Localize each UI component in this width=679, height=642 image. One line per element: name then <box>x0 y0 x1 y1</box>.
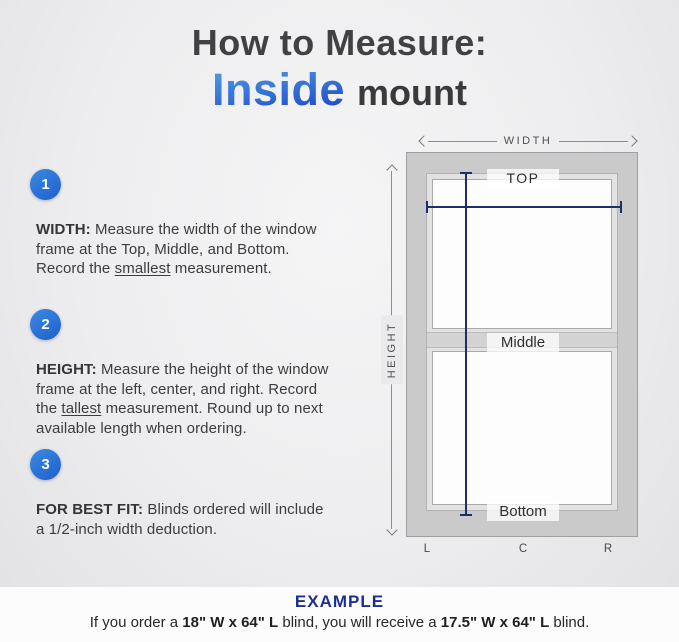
step-2-text <box>36 360 332 438</box>
step-3-number-badge: 3 <box>30 449 61 480</box>
width-arrow <box>420 134 636 148</box>
step-2-number-badge: 2 <box>30 309 61 340</box>
width-measure-line <box>426 206 622 208</box>
example-text <box>0 614 679 631</box>
step-1-text <box>36 220 332 279</box>
step-1-underlined-word: smallest <box>114 260 171 277</box>
step-3-body: Blinds ordered will include a 1/2-inch width deduction. <box>36 501 324 538</box>
marker-center: C <box>518 543 528 555</box>
height-arrow-label: HEIGHT <box>381 316 403 385</box>
example-after: blind. <box>549 614 590 631</box>
title-line1: How to Measure: <box>191 22 488 63</box>
step-3-label: FOR BEST FIT: <box>36 501 144 518</box>
arrow-up-icon <box>386 164 397 175</box>
example-middle: blind, you will receive a <box>278 614 441 631</box>
middle-label: Middle <box>487 333 559 352</box>
title-line2 <box>0 64 679 116</box>
example-section <box>0 587 679 642</box>
step-1-body: Measure the width of the window frame at the Top, Middle, and Bottom. Record the <box>36 221 317 277</box>
step-3-text <box>36 500 332 539</box>
height-measure-line <box>465 172 467 516</box>
title-highlight: Inside <box>211 63 346 115</box>
example-heading: EXAMPLE <box>294 592 385 611</box>
lower-sash-pane <box>432 351 612 505</box>
bottom-label: Bottom <box>487 502 559 521</box>
example-receive-size: 17.5" W x 64" L <box>440 614 550 631</box>
example-before: If you order a <box>89 614 183 631</box>
marker-right: R <box>603 543 613 555</box>
top-label: TOP <box>487 169 559 187</box>
step-2-label: HEIGHT: <box>36 361 97 378</box>
step-1-body-end: measurement. <box>170 260 272 277</box>
width-arrow-label: WIDTH <box>503 135 553 147</box>
step-2-body: Measure the height of the window frame at the left, center, and right. Record the <box>36 361 329 417</box>
arrow-left-icon <box>418 135 429 146</box>
step-1-label: WIDTH: <box>36 221 91 238</box>
example-order-size: 18" W x 64" L <box>182 614 279 631</box>
height-arrow <box>383 164 401 536</box>
arrow-line <box>559 141 628 142</box>
arrow-right-icon <box>626 135 637 146</box>
arrow-line <box>428 141 497 142</box>
step-2-body-end: measurement. Round up to next available length when ordering. <box>36 400 323 437</box>
page-title <box>0 24 679 116</box>
step-1-number-badge: 1 <box>30 169 61 200</box>
arrow-down-icon <box>386 524 397 535</box>
upper-sash-pane <box>432 179 612 329</box>
step-2-underlined-word: tallest <box>61 400 102 417</box>
marker-left: L <box>423 543 431 555</box>
title-suffix: mount <box>357 71 467 113</box>
